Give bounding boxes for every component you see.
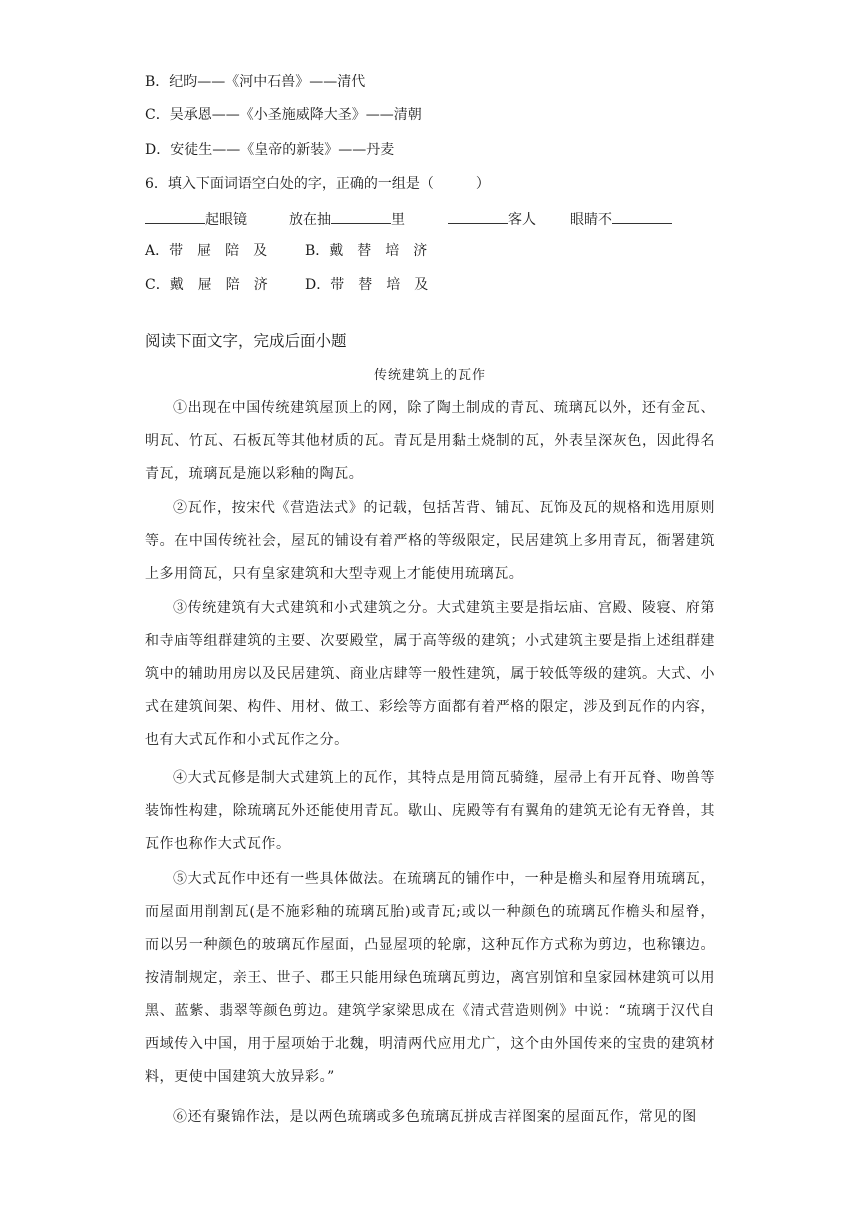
- q6-word-4: [570, 208, 672, 230]
- fill-blank: [448, 208, 508, 224]
- paragraph-3: ③传统建筑有大式建筑和小式建筑之分。大式建筑主要是指坛庙、宫殿、陵寝、府第和寺庙等组群建筑的主要、次要殿堂，属于高等级的建筑；小式建筑主要是指上述组群建筑中的辅助用房以及民居建筑、商业店肆等一般性建筑，属于较低等级的建筑。大式、小式在建筑间架、构件、用材、做工、彩绘等方面都有着严格的限定，涉及到瓦作的内容，也有大式瓦作和小式瓦作之分。: [145, 600, 715, 748]
- q6-word-2: [289, 208, 405, 230]
- q6-word-3-text: 客人: [508, 212, 536, 228]
- q6-word-3: [448, 208, 536, 230]
- option-d-prev: D．安徒生——《皇帝的新装》——丹麦: [145, 142, 395, 158]
- paragraph-6: ⑥还有聚锦作法，是以两色琉璃或多色琉璃瓦拼成吉祥图案的屋面瓦作，常见的图: [173, 1109, 697, 1125]
- fill-blank: [331, 208, 391, 224]
- q6-word-2-text-a: 放在抽: [289, 212, 331, 228]
- paragraph-1: ①出现在中国传统建筑屋顶上的网，除了陶土制成的青瓦、琉璃瓦以外，还有金瓦、明瓦、竹瓦、石板瓦等其他材质的瓦。青瓦是用黏土烧制的瓦，外表呈深灰色，因此得名青瓦，琉璃瓦是施以彩釉的陶瓦。: [145, 400, 715, 482]
- question-6-stem: 6．填入下面词语空白处的字，正确的一组是（ ）: [145, 176, 490, 192]
- option-b-prev: B．纪昀——《河中石兽》——清代: [145, 74, 366, 90]
- q6-option-a: A．带 屉 陪 及: [145, 243, 268, 259]
- reading-instruction: 阅读下面文字，完成后面小题: [145, 332, 347, 350]
- article-title: 传统建筑上的瓦作: [373, 368, 486, 383]
- q6-word-2-text-b: 里: [391, 212, 405, 228]
- q6-option-c: C．戴 屉 陪 济: [145, 277, 268, 293]
- option-c-prev: C．吴承恩——《小圣施威降大圣》——清朝: [145, 107, 422, 123]
- fill-blank: [612, 208, 672, 224]
- paragraph-2: ②瓦作，按宋代《营造法式》的记载，包括苫背、铺瓦、瓦饰及瓦的规格和选用原则等。在中国传统社会，屋瓦的铺设有着严格的等级限定，民居建筑上多用青瓦，衙署建筑上多用筒瓦，只有皇家建筑和大型寺观上才能使用琉璃瓦。: [145, 500, 715, 582]
- paragraph-4: ④大式瓦修是制大式建筑上的瓦作，其特点是用筒瓦骑缝，屋帚上有开瓦脊、吻兽等装饰性构建，除琉璃瓦外还能使用青瓦。歇山、庑殿等有有翼角的建筑无论有无脊兽，其瓦作也称作大式瓦作。: [145, 770, 715, 852]
- q6-option-b: B．戴 替 培 济: [305, 243, 428, 259]
- q6-word-4-text: 眼睛不: [570, 212, 612, 228]
- q6-word-1: [145, 208, 247, 230]
- fill-blank: [145, 208, 205, 224]
- paragraph-5: ⑤大式瓦作中还有一些具体做法。在琉璃瓦的铺作中，一种是檐头和屋脊用琉璃瓦，而屋面用削割瓦(是不施彩釉的琉璃瓦胎)或青瓦;或以一种颜色的琉璃瓦作檐头和屋脊，而以另一种颜色的玻璃瓦作屋面，凸显屋项的轮廓，这种瓦作方式称为剪边，也称镶边。按清制规定，亲王、世子、郡王只能用绿色琉璃瓦剪边，离宫别馆和皇家园林建筑可以用黑、蓝紫、翡翠等颜色剪边。建筑学家梁思成在《清式营造则例》中说：“琉璃于汉代自西域传入中国，用于屋项始于北魏，明清两代应用尤广，这个由外国传来的宝贵的建筑材料，更使中国建筑大放异彩。”: [145, 871, 715, 1085]
- q6-option-d: D．带 替 培 及: [305, 277, 429, 293]
- q6-word-1-text: 起眼镜: [205, 212, 247, 228]
